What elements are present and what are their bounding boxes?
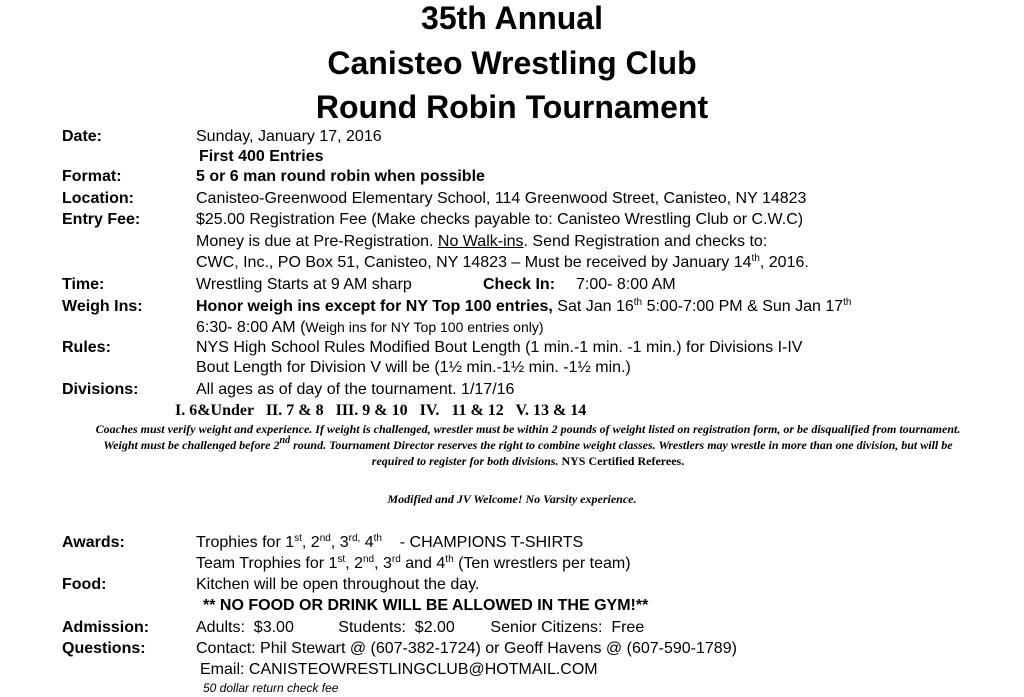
entry-fee-label: Entry Fee: <box>62 211 141 228</box>
entry-fee-line-1: $25.00 Registration Fee (Make checks payable to: Canisteo Wrestling Club or C.W.C) <box>196 211 804 228</box>
ordinal: th <box>633 297 643 308</box>
awards-text: , 3 <box>330 534 349 551</box>
rules-line-2: Bout Length for Division V will be (1½ min.-1½ min. -1½ min.) <box>196 359 631 376</box>
entries-limit: First 400 Entries <box>199 148 324 165</box>
honor-weigh-ins: Honor weigh ins except for NY Top 100 entries, <box>196 298 553 315</box>
mailing-address: CWC, Inc., PO Box 51, Canisteo, NY 14823 – Must be received by January 14 <box>196 254 752 271</box>
weigh-ins-note: Weigh ins for NY Top 100 entries only) <box>305 319 544 335</box>
awards-line-2 <box>196 554 631 574</box>
weigh-ins-text: 5:00-7:00 PM & Sun Jan 17 <box>642 298 844 315</box>
awards-text: and 4 <box>400 555 446 572</box>
location-label: Location: <box>62 190 134 207</box>
entry-fee-text: Money is due at Pre-Registration. <box>196 233 438 250</box>
date-label: Date: <box>62 128 103 145</box>
weigh-ins-line-2 <box>196 317 544 338</box>
entry-fee-line-3 <box>196 253 809 273</box>
ordinal: nd <box>319 533 331 544</box>
format-label: Format: <box>62 168 122 185</box>
awards-text: 4 <box>360 534 374 551</box>
ordinal: nd <box>362 554 375 565</box>
weigh-ins-line-1 <box>196 297 851 317</box>
coaches-notes <box>88 421 968 469</box>
certified-referees: NYS Certified Referees. <box>561 454 685 468</box>
awards-text: (Ten wrestlers per team) <box>453 555 631 572</box>
awards-text: Trophies for 1 <box>196 534 295 551</box>
weigh-ins-label: Weigh Ins: <box>62 298 143 315</box>
awards-text: , 2 <box>301 534 320 551</box>
food-line-1: Kitchen will be open throughout the day. <box>196 576 480 593</box>
return-check-fee: 50 dollar return check fee <box>203 681 339 695</box>
food-line-2: ** NO FOOD OR DRINK WILL BE ALLOWED IN THE GYM!** <box>203 597 649 614</box>
title-line-1: 35th Annual <box>421 0 603 36</box>
notes-text: round. Tournament Director reserves the right to combine weight classes. Wrestlers may wrestle in more than one division, but will be required to register for both divisions. <box>290 438 953 468</box>
awards-text: , 3 <box>374 555 392 572</box>
food-label: Food: <box>62 576 107 593</box>
location-value: Canisteo-Greenwood Elementary School, 114 Greenwood Street, Canisteo, NY 14823 <box>196 190 807 207</box>
format-value: 5 or 6 man round robin when possible <box>196 168 485 185</box>
rules-line-1: NYS High School Rules Modified Bout Length (1 min.-1 min. -1 min.) for Divisions I-IV <box>196 339 803 356</box>
entry-fee-line-2 <box>196 232 767 252</box>
awards-text: Team Trophies for 1 <box>196 555 338 572</box>
notes-text: Coaches must verify weight and experience. If weight is challenged, wrestler must be within 2 pounds of weight listed on registration form, or be disqualified from tournament. Weight must be challenged before 2 <box>95 422 961 452</box>
admission-value: Adults: $3.00 Students: $2.00 Senior Citizens: Free <box>196 619 645 636</box>
date-value: Sunday, January 17, 2016 <box>196 128 382 145</box>
entry-fee-text: . Send Registration and checks to: <box>523 233 768 250</box>
awards-label: Awards: <box>62 534 125 551</box>
divisions-label: Divisions: <box>62 381 139 398</box>
questions-email: Email: CANISTEOWRESTLINGCLUB@HOTMAIL.COM <box>200 661 598 678</box>
divisions-list: I. 6&Under II. 7 & 8 III. 9 & 10 IV. 11 & 12 V. 13 & 14 <box>175 402 587 419</box>
ordinal: rd, <box>348 533 361 544</box>
welcome-note: Modified and JV Welcome! No Varsity experience. <box>387 492 637 506</box>
title-line-3: Round Robin Tournament <box>315 89 709 125</box>
questions-label: Questions: <box>62 640 146 657</box>
ordinal: th <box>373 533 382 544</box>
admission-label: Admission: <box>62 619 150 636</box>
questions-line-1: Contact: Phil Stewart @ (607-382-1724) or Geoff Havens @ (607-590-1789) <box>196 640 737 657</box>
mailing-deadline: , 2016. <box>759 254 809 271</box>
ordinal: th <box>751 253 760 264</box>
ordinal: st <box>294 533 302 544</box>
awards-text: , 2 <box>345 555 363 572</box>
awards-text: - CHAMPIONS T-SHIRTS <box>381 534 584 551</box>
awards-line-1 <box>196 533 583 553</box>
weigh-ins-text: Sat Jan 16 <box>552 298 634 315</box>
divisions-value: All ages as of day of the tournament. 1/17/16 <box>196 381 515 398</box>
ordinal: rd <box>391 554 401 565</box>
checkin-label: Check In: <box>483 276 556 293</box>
ordinal: th <box>445 554 454 565</box>
time-value: Wrestling Starts at 9 AM sharp <box>196 276 412 293</box>
title-line-2: Canisteo Wrestling Club <box>327 45 697 81</box>
time-label: Time: <box>62 276 105 293</box>
ordinal: st <box>337 554 346 565</box>
rules-label: Rules: <box>62 339 111 356</box>
ordinal: nd <box>279 435 291 446</box>
checkin-value: 7:00- 8:00 AM <box>576 276 676 293</box>
ordinal: th <box>843 297 852 308</box>
no-walk-ins: No Walk-ins <box>437 233 524 250</box>
weigh-ins-text: 6:30- 8:00 AM ( <box>196 319 306 336</box>
